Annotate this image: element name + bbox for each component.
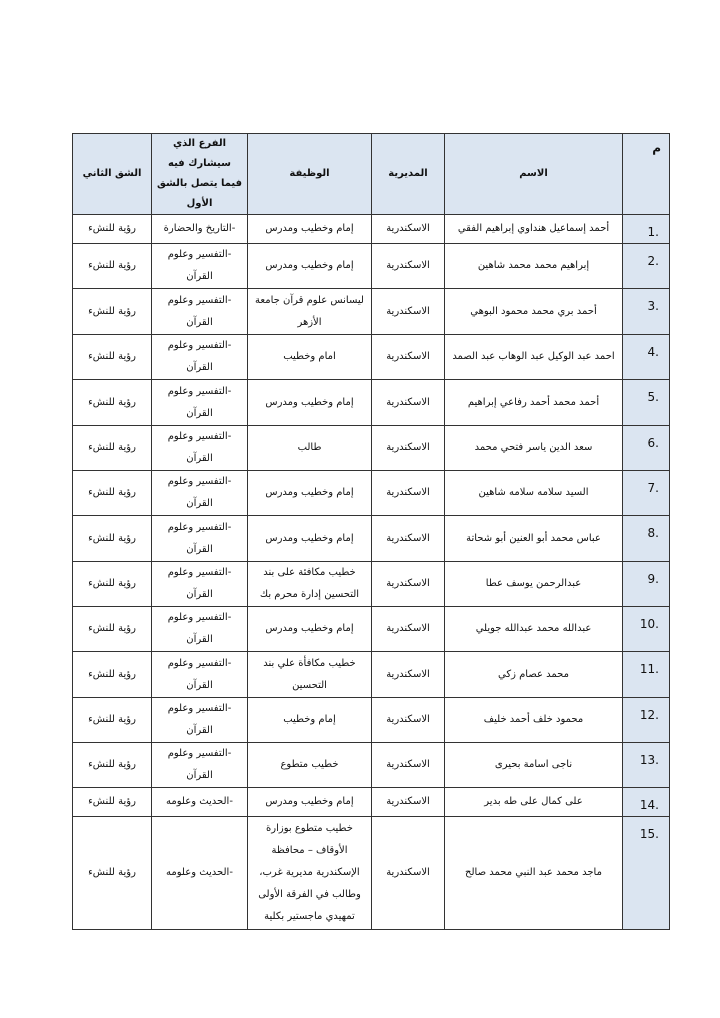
table-row bbox=[73, 607, 670, 652]
cell-job: إمام وخطيب ومدرس bbox=[248, 244, 372, 289]
header-num: م bbox=[623, 134, 670, 215]
cell-name: ناجى اسامة بحيرى bbox=[445, 743, 623, 788]
cell-directorate: الاسكندرية bbox=[372, 607, 445, 652]
cell-name: إبراهيم محمد محمد شاهين bbox=[445, 244, 623, 289]
table-header-row bbox=[73, 134, 670, 215]
cell-job: خطيب مكافأة علي بند التحسين bbox=[248, 652, 372, 698]
table-row bbox=[73, 788, 670, 817]
cell-name: سعد الدين ياسر فتحي محمد bbox=[445, 426, 623, 471]
cell-name: السيد سلامه سلامه شاهين bbox=[445, 471, 623, 516]
cell-second: رؤية للنشء bbox=[73, 562, 152, 607]
cell-job: إمام وخطيب ومدرس bbox=[248, 788, 372, 817]
cell-branch: -الحديث وعلومه bbox=[152, 817, 248, 930]
header-name: الاسم bbox=[445, 134, 623, 215]
cell-second: رؤية للنشء bbox=[73, 817, 152, 930]
cell-branch: -التفسير وعلوم القرآن bbox=[152, 244, 248, 289]
cell-num: 15. bbox=[623, 817, 670, 930]
cell-directorate: الاسكندرية bbox=[372, 471, 445, 516]
cell-num: 11. bbox=[623, 652, 670, 698]
cell-second: رؤية للنشء bbox=[73, 743, 152, 788]
cell-directorate: الاسكندرية bbox=[372, 289, 445, 335]
cell-num: 5. bbox=[623, 380, 670, 426]
cell-directorate: الاسكندرية bbox=[372, 426, 445, 471]
cell-second: رؤية للنشء bbox=[73, 335, 152, 380]
cell-branch: -التفسير وعلوم القرآن bbox=[152, 516, 248, 562]
cell-directorate: الاسكندرية bbox=[372, 698, 445, 743]
cell-directorate: الاسكندرية bbox=[372, 380, 445, 426]
cell-directorate: الاسكندرية bbox=[372, 516, 445, 562]
cell-num: 12. bbox=[623, 698, 670, 743]
cell-branch: -التفسير وعلوم القرآن bbox=[152, 335, 248, 380]
cell-branch: -التفسير وعلوم القرآن bbox=[152, 743, 248, 788]
table-row bbox=[73, 215, 670, 244]
cell-second: رؤية للنشء bbox=[73, 289, 152, 335]
cell-job: إمام وخطيب ومدرس bbox=[248, 471, 372, 516]
cell-name: عبدالرحمن يوسف عطا bbox=[445, 562, 623, 607]
cell-name: احمد عبد الوكيل عبد الوهاب عبد الصمد bbox=[445, 335, 623, 380]
cell-branch: -التفسير وعلوم القرآن bbox=[152, 380, 248, 426]
cell-num: 10. bbox=[623, 607, 670, 652]
cell-second: رؤية للنشء bbox=[73, 380, 152, 426]
cell-job: خطيب متطوع bbox=[248, 743, 372, 788]
cell-second: رؤية للنشء bbox=[73, 607, 152, 652]
cell-num: 8. bbox=[623, 516, 670, 562]
header-branch: الفرع الذي سيشارك فيه فيما يتصل بالشق الأول bbox=[152, 134, 248, 215]
cell-second: رؤية للنشء bbox=[73, 516, 152, 562]
cell-name: أحمد بري محمد محمود البوهي bbox=[445, 289, 623, 335]
cell-job: إمام وخطيب ومدرس bbox=[248, 516, 372, 562]
table-row bbox=[73, 426, 670, 471]
cell-branch: -التفسير وعلوم القرآن bbox=[152, 607, 248, 652]
cell-second: رؤية للنشء bbox=[73, 652, 152, 698]
participants-table bbox=[72, 133, 670, 930]
cell-job: إمام وخطيب ومدرس bbox=[248, 607, 372, 652]
cell-num: 3. bbox=[623, 289, 670, 335]
cell-directorate: الاسكندرية bbox=[372, 743, 445, 788]
table-row bbox=[73, 562, 670, 607]
cell-num: 7. bbox=[623, 471, 670, 516]
cell-second: رؤية للنشء bbox=[73, 426, 152, 471]
cell-name: عبدالله محمد عبدالله جويلي bbox=[445, 607, 623, 652]
cell-branch: -التفسير وعلوم القرآن bbox=[152, 426, 248, 471]
cell-second: رؤية للنشء bbox=[73, 215, 152, 244]
cell-name: أحمد محمد أحمد رفاعي إبراهيم bbox=[445, 380, 623, 426]
cell-directorate: الاسكندرية bbox=[372, 788, 445, 817]
header-job: الوظيفة bbox=[248, 134, 372, 215]
cell-job: خطيب مكافئة على بند التحسين إدارة محرم بك bbox=[248, 562, 372, 607]
cell-num: 4. bbox=[623, 335, 670, 380]
cell-job: ليسانس علوم قرآن جامعة الأزهر bbox=[248, 289, 372, 335]
table-row bbox=[73, 698, 670, 743]
cell-branch: -التاريخ والحضارة bbox=[152, 215, 248, 244]
cell-num: 6. bbox=[623, 426, 670, 471]
cell-branch: -التفسير وعلوم القرآن bbox=[152, 471, 248, 516]
cell-directorate: الاسكندرية bbox=[372, 215, 445, 244]
cell-directorate: الاسكندرية bbox=[372, 817, 445, 930]
cell-num: 14. bbox=[623, 788, 670, 817]
table-row bbox=[73, 652, 670, 698]
cell-name: ماجد محمد عبد النبي محمد صالح bbox=[445, 817, 623, 930]
cell-name: محمود خلف أحمد خليف bbox=[445, 698, 623, 743]
cell-job: خطيب متطوع بوزارة الأوقاف – محافظة الإسكندرية مديرية غرب، وطالب في الفرقة الأولى تمهيدي ماجستير بكلية bbox=[248, 817, 372, 930]
cell-num: 13. bbox=[623, 743, 670, 788]
cell-job: إمام وخطيب ومدرس bbox=[248, 380, 372, 426]
cell-second: رؤية للنشء bbox=[73, 471, 152, 516]
cell-directorate: الاسكندرية bbox=[372, 562, 445, 607]
header-directorate: المديرية bbox=[372, 134, 445, 215]
cell-num: 1. bbox=[623, 215, 670, 244]
table-row bbox=[73, 380, 670, 426]
cell-branch: -التفسير وعلوم القرآن bbox=[152, 652, 248, 698]
cell-second: رؤية للنشء bbox=[73, 698, 152, 743]
cell-name: على كمال على طه بدير bbox=[445, 788, 623, 817]
table-row bbox=[73, 471, 670, 516]
cell-directorate: الاسكندرية bbox=[372, 335, 445, 380]
table-row bbox=[73, 289, 670, 335]
cell-job: إمام وخطيب bbox=[248, 698, 372, 743]
cell-branch: -التفسير وعلوم القرآن bbox=[152, 562, 248, 607]
cell-num: 2. bbox=[623, 244, 670, 289]
table-row bbox=[73, 743, 670, 788]
cell-name: عباس محمد أبو العنين أبو شحاتة bbox=[445, 516, 623, 562]
cell-job: إمام وخطيب ومدرس bbox=[248, 215, 372, 244]
cell-name: أحمد إسماعيل هنداوي إبراهيم الفقي bbox=[445, 215, 623, 244]
table-row bbox=[73, 516, 670, 562]
cell-branch: -التفسير وعلوم القرآن bbox=[152, 698, 248, 743]
cell-job: امام وخطيب bbox=[248, 335, 372, 380]
cell-name: محمد عصام زكي bbox=[445, 652, 623, 698]
table-row bbox=[73, 817, 670, 930]
cell-directorate: الاسكندرية bbox=[372, 244, 445, 289]
cell-directorate: الاسكندرية bbox=[372, 652, 445, 698]
cell-num: 9. bbox=[623, 562, 670, 607]
cell-branch: -الحديث وعلومه bbox=[152, 788, 248, 817]
cell-branch: -التفسير وعلوم القرآن bbox=[152, 289, 248, 335]
header-second-part: الشق الثاني bbox=[73, 134, 152, 215]
table-row bbox=[73, 244, 670, 289]
cell-job: طالب bbox=[248, 426, 372, 471]
cell-second: رؤية للنشء bbox=[73, 788, 152, 817]
cell-second: رؤية للنشء bbox=[73, 244, 152, 289]
table-row bbox=[73, 335, 670, 380]
